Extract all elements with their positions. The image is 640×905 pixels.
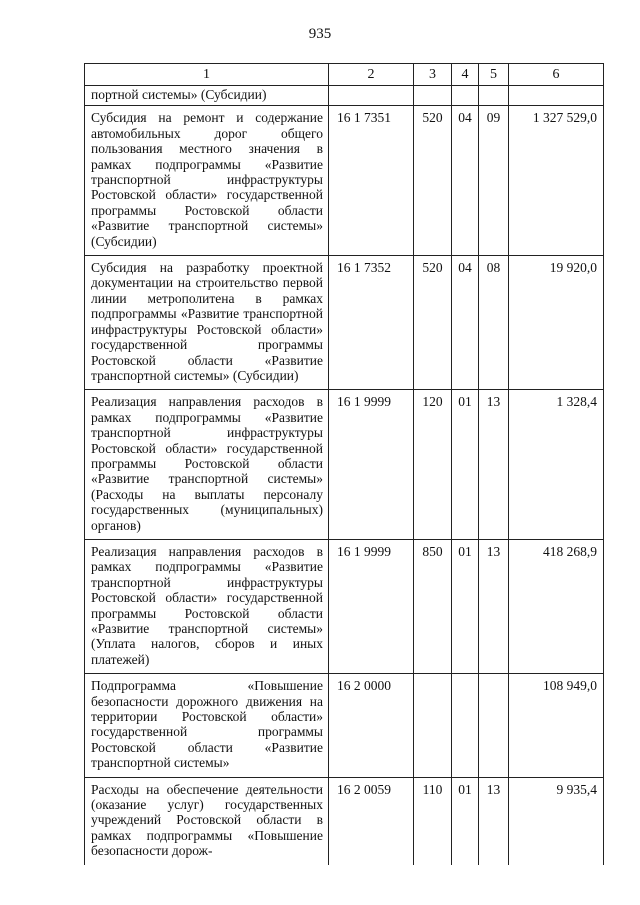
table-row bbox=[85, 256, 604, 390]
row-amount: 108 949,0 bbox=[509, 674, 604, 777]
row-code: 16 1 9999 bbox=[329, 539, 414, 673]
column-header-6: 6 bbox=[509, 64, 604, 86]
row-pr: 08 bbox=[479, 256, 509, 390]
row-name: Подпрограмма «Повышение безопасности дорожного движения на территории Ростовской области» государственной программы Ростовской области «Развитие транспортной системы» bbox=[85, 674, 329, 777]
row-rz: 01 bbox=[452, 539, 479, 673]
row-amount: 9 935,4 bbox=[509, 777, 604, 865]
budget-table bbox=[84, 63, 604, 865]
row-name: Расходы на обеспечение деятельности (оказание услуг) государственных учреждений Ростовской области в рамках подпрограммы «Повышение безопасности дорож- bbox=[85, 777, 329, 865]
column-header-5: 5 bbox=[479, 64, 509, 86]
row-code: 16 1 7352 bbox=[329, 256, 414, 390]
row-vr: 850 bbox=[414, 539, 452, 673]
row-vr: 110 bbox=[414, 777, 452, 865]
row-vr: 520 bbox=[414, 106, 452, 256]
row-name: Субсидия на ремонт и содержание автомобильных дорог общего пользования местного значения в рамках подпрограммы «Развитие транспортной инфраструктуры Ростовской области» государственной программы Ростовской области «Развитие транспортной системы» (Субсидии) bbox=[85, 106, 329, 256]
row-name: Реализация направления расходов в рамках подпрограммы «Развитие транспортной инфраструктуры Ростовской области» государственной программы Ростовской области «Развитие транспортной системы» (Уплата налогов, сборов и иных платежей) bbox=[85, 539, 329, 673]
column-header-3: 3 bbox=[414, 64, 452, 86]
column-header-1: 1 bbox=[85, 64, 329, 86]
table-row bbox=[85, 106, 604, 256]
row-rz: 04 bbox=[452, 256, 479, 390]
column-header-4: 4 bbox=[452, 64, 479, 86]
row-rz bbox=[452, 674, 479, 777]
row-vr bbox=[414, 674, 452, 777]
column-header-row bbox=[85, 64, 604, 86]
row-name: Реализация направления расходов в рамках подпрограммы «Развитие транспортной инфраструктуры Ростовской области» государственной программы Ростовской области «Развитие транспортной системы» (Расходы на выплаты персоналу государственных (муниципальных) органов) bbox=[85, 390, 329, 540]
column-header-2: 2 bbox=[329, 64, 414, 86]
row-amount: 19 920,0 bbox=[509, 256, 604, 390]
row-code: 16 1 9999 bbox=[329, 390, 414, 540]
row-pr: 13 bbox=[479, 539, 509, 673]
row-vr: 120 bbox=[414, 390, 452, 540]
row-pr bbox=[479, 674, 509, 777]
table-row bbox=[85, 390, 604, 540]
table-row bbox=[85, 777, 604, 865]
row-vr: 520 bbox=[414, 256, 452, 390]
table-row bbox=[85, 86, 604, 106]
table-row bbox=[85, 539, 604, 673]
row-amount: 418 268,9 bbox=[509, 539, 604, 673]
row-rz: 01 bbox=[452, 777, 479, 865]
empty-cell bbox=[414, 86, 452, 106]
empty-cell bbox=[479, 86, 509, 106]
row-code: 16 2 0000 bbox=[329, 674, 414, 777]
empty-cell bbox=[329, 86, 414, 106]
row-code: 16 1 7351 bbox=[329, 106, 414, 256]
continuation-text: портной системы» (Субсидии) bbox=[85, 86, 329, 106]
row-code: 16 2 0059 bbox=[329, 777, 414, 865]
page-number: 935 bbox=[308, 26, 332, 42]
row-pr: 13 bbox=[479, 390, 509, 540]
row-rz: 04 bbox=[452, 106, 479, 256]
row-rz: 01 bbox=[452, 390, 479, 540]
row-amount: 1 327 529,0 bbox=[509, 106, 604, 256]
empty-cell bbox=[509, 86, 604, 106]
row-amount: 1 328,4 bbox=[509, 390, 604, 540]
empty-cell bbox=[452, 86, 479, 106]
row-name: Субсидия на разработку проектной документации на строительство первой линии метрополитена в рамках подпрограммы «Развитие транспортной инфраструктуры Ростовской области» государственной программы Ростовской области «Развитие транспортной системы» (Субсидии) bbox=[85, 256, 329, 390]
table-row bbox=[85, 674, 604, 777]
row-pr: 13 bbox=[479, 777, 509, 865]
row-pr: 09 bbox=[479, 106, 509, 256]
